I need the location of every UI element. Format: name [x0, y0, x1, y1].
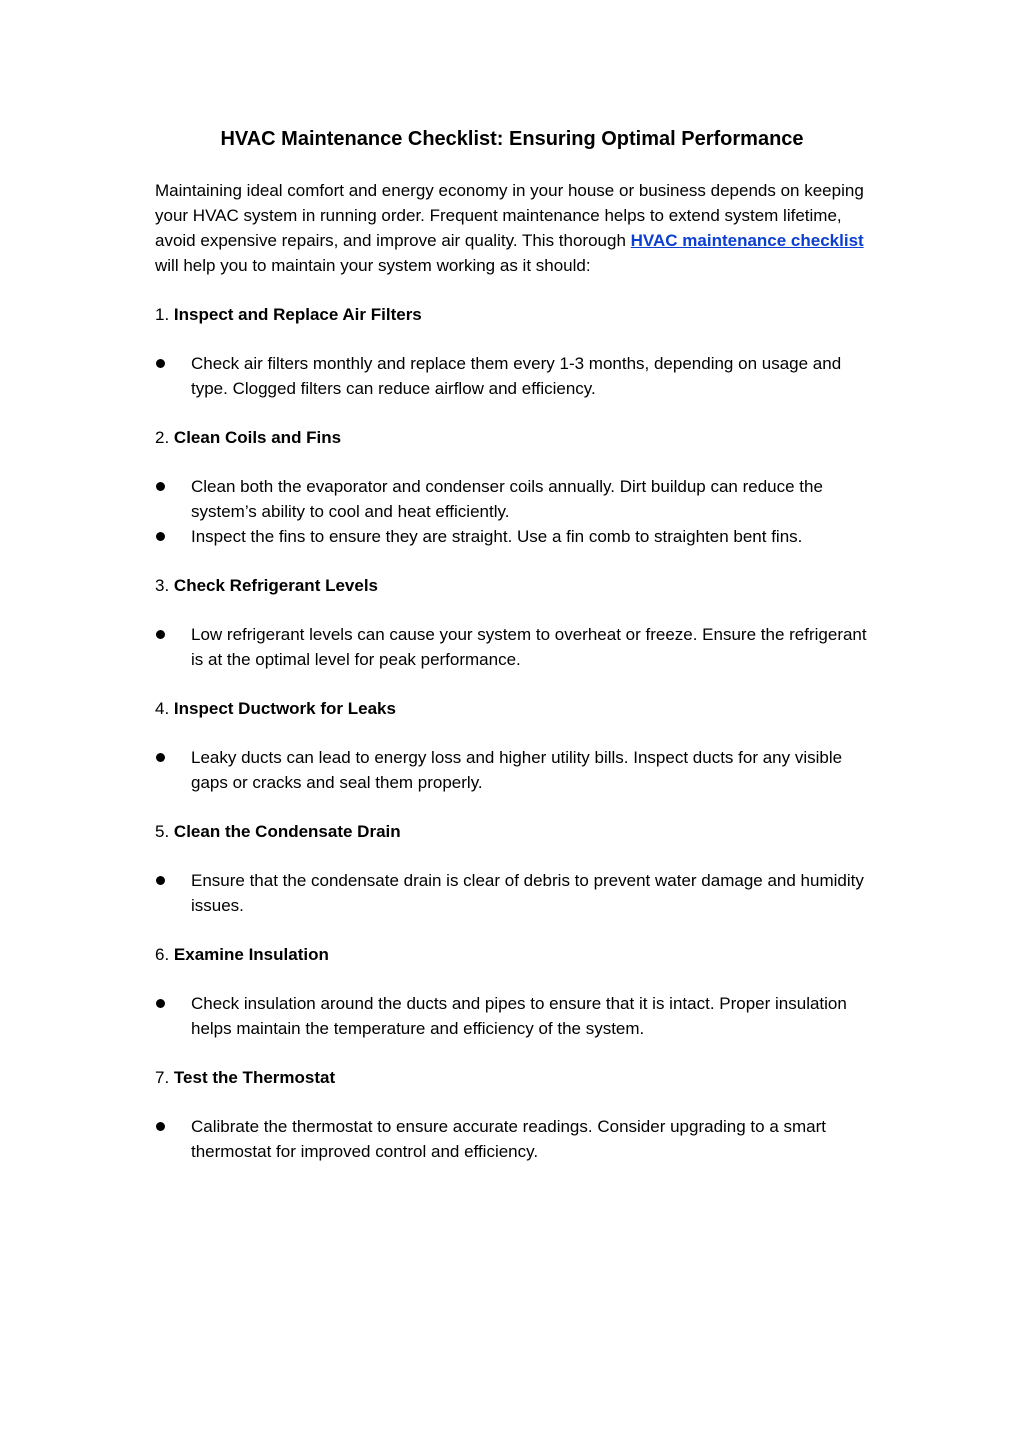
section-title: Check Refrigerant Levels	[173, 576, 379, 595]
bullet-list	[155, 622, 870, 672]
bullet-list	[155, 1114, 870, 1164]
section-6	[155, 942, 870, 1041]
list-item	[155, 991, 870, 1041]
section-title: Clean the Condensate Drain	[173, 822, 401, 841]
section-title: Clean Coils and Fins	[173, 428, 342, 447]
list-item-text: Clean both the evaporator and condenser coils annually. Dirt buildup can reduce the system’s ability to cool and heat efficiently.	[191, 477, 823, 521]
section-1	[155, 302, 870, 401]
list-item	[155, 1114, 870, 1164]
bullet-icon	[156, 630, 165, 639]
bullet-icon	[156, 359, 165, 368]
section-title: Inspect Ductwork for Leaks	[173, 699, 396, 718]
section-number: 6.	[155, 945, 170, 964]
section-3	[155, 573, 870, 672]
bullet-list	[155, 474, 870, 549]
list-item-text: Inspect the fins to ensure they are straight. Use a fin comb to straighten bent fins.	[191, 527, 803, 546]
list-item-text: Low refrigerant levels can cause your system to overheat or freeze. Ensure the refrigerant is at the optimal level for peak performance.	[191, 625, 867, 669]
section-title: Examine Insulation	[173, 945, 329, 964]
list-item-text: Check air filters monthly and replace them every 1-3 months, depending on usage and type. Clogged filters can reduce airflow and efficiency.	[191, 354, 842, 398]
section-number: 2.	[155, 428, 170, 447]
intro-text-before-link: Maintaining ideal comfort and energy economy in your house or business depends on keeping your HVAC system in running order. Frequent maintenance helps to extend system lifetime, avoid expensive repairs, and improve air quality. This thorough	[155, 181, 864, 250]
page-title: HVAC Maintenance Checklist: Ensuring Optimal Performance	[220, 128, 804, 150]
hvac-checklist-link[interactable]: HVAC maintenance checklist	[630, 231, 864, 250]
section-heading	[155, 819, 870, 844]
bullet-icon	[156, 753, 165, 762]
bullet-icon	[156, 1122, 165, 1131]
bullet-list	[155, 991, 870, 1041]
bullet-icon	[156, 532, 165, 541]
list-item-text: Ensure that the condensate drain is clear of debris to prevent water damage and humidity issues.	[191, 871, 864, 915]
section-heading	[155, 1065, 870, 1090]
document-body	[155, 178, 870, 1188]
section-5	[155, 819, 870, 918]
list-item	[155, 745, 870, 795]
list-item	[155, 351, 870, 401]
section-heading	[155, 573, 870, 598]
section-number: 7.	[155, 1068, 170, 1087]
list-item	[155, 868, 870, 918]
list-item-text: Calibrate the thermostat to ensure accurate readings. Consider upgrading to a smart thermostat for improved control and efficiency.	[191, 1117, 827, 1161]
section-number: 3.	[155, 576, 170, 595]
section-4	[155, 696, 870, 795]
section-heading	[155, 425, 870, 450]
list-item-text: Leaky ducts can lead to energy loss and higher utility bills. Inspect ducts for any visible gaps or cracks and seal them properly.	[191, 748, 843, 792]
intro-text-after-link: will help you to maintain your system working as it should:	[155, 256, 591, 275]
bullet-icon	[156, 482, 165, 491]
section-title: Inspect and Replace Air Filters	[173, 305, 422, 324]
list-item-text: Check insulation around the ducts and pipes to ensure that it is intact. Proper insulation helps maintain the temperature and efficiency of the system.	[191, 994, 847, 1038]
section-number: 1.	[155, 305, 170, 324]
section-7	[155, 1065, 870, 1164]
section-number: 5.	[155, 822, 170, 841]
list-item	[155, 622, 870, 672]
section-heading	[155, 696, 870, 721]
bullet-list	[155, 745, 870, 795]
bullet-icon	[156, 999, 165, 1008]
section-2	[155, 425, 870, 549]
intro-paragraph	[155, 178, 870, 278]
list-item	[155, 474, 870, 524]
section-heading	[155, 942, 870, 967]
section-heading	[155, 302, 870, 327]
bullet-list	[155, 868, 870, 918]
bullet-list	[155, 351, 870, 401]
bullet-icon	[156, 876, 165, 885]
section-title: Test the Thermostat	[173, 1068, 336, 1087]
list-item	[155, 524, 870, 549]
section-number: 4.	[155, 699, 170, 718]
